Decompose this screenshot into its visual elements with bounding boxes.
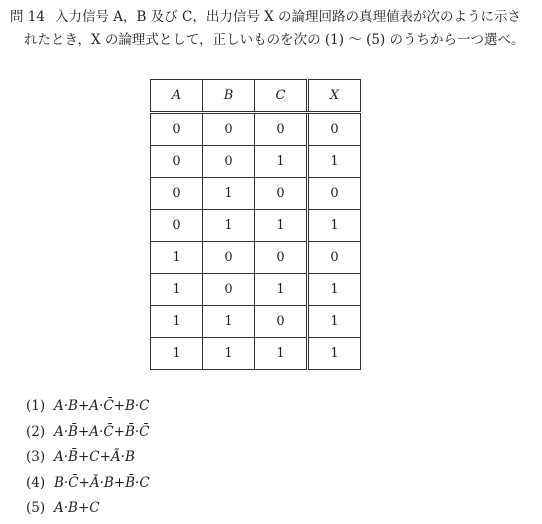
cell-a: 1	[151, 338, 203, 370]
cell-a: 0	[151, 146, 203, 178]
question-line-1	[10, 6, 535, 29]
cell-x: 0	[308, 113, 361, 146]
cell-a: 0	[151, 113, 203, 146]
cell-a: 1	[151, 242, 203, 274]
option-number: (1)	[26, 398, 46, 414]
truth-table	[150, 79, 361, 370]
option-expression: A·B̄+A·C̄+B̄·C̄	[54, 423, 150, 440]
cell-x: 1	[308, 210, 361, 242]
table-row	[151, 338, 361, 370]
table-row	[151, 113, 361, 146]
option-4[interactable]	[26, 471, 150, 497]
option-expression: A·B̄+C+Ā·B	[54, 449, 135, 465]
cell-c: 0	[255, 113, 308, 146]
header-b: B	[203, 80, 255, 113]
cell-c: 1	[255, 146, 308, 178]
cell-a: 1	[151, 306, 203, 338]
question-text	[10, 6, 535, 52]
header-a: A	[151, 80, 203, 113]
cell-c: 1	[255, 274, 308, 306]
cell-c: 1	[255, 338, 308, 370]
cell-b: 0	[203, 146, 255, 178]
cell-a: 1	[151, 274, 203, 306]
option-expression: B·C̄+Ā·B+B̄·C	[54, 474, 150, 491]
cell-b: 1	[203, 338, 255, 370]
cell-b: 0	[203, 274, 255, 306]
table-row	[151, 146, 361, 178]
cell-b: 1	[203, 178, 255, 210]
question-number: 問 14	[10, 9, 45, 25]
option-number: (4)	[26, 474, 46, 491]
cell-x: 0	[308, 242, 361, 274]
answer-options	[26, 394, 150, 522]
option-1[interactable]	[26, 394, 150, 420]
cell-x: 1	[308, 146, 361, 178]
header-x: X	[308, 80, 361, 113]
cell-b: 0	[203, 113, 255, 146]
question-line-2: れたとき，X の論理式として，正しいものを次の (1) ～ (5) のうちから一つ選べ。	[24, 32, 525, 48]
cell-c: 0	[255, 242, 308, 274]
cell-x: 0	[308, 178, 361, 210]
cell-b: 1	[203, 306, 255, 338]
table-row	[151, 178, 361, 210]
table-row	[151, 306, 361, 338]
cell-a: 0	[151, 178, 203, 210]
cell-b: 1	[203, 210, 255, 242]
table-row	[151, 274, 361, 306]
option-number: (5)	[26, 500, 46, 516]
option-expression: A·B+A·C̄+B·C	[54, 398, 150, 414]
cell-x: 1	[308, 274, 361, 306]
option-number: (3)	[26, 449, 46, 465]
cell-c: 0	[255, 306, 308, 338]
question-line-1-text: 入力信号 A，B 及び C，出力信号 X の論理回路の真理値表が次のように示さ	[54, 9, 522, 25]
option-5[interactable]	[26, 496, 150, 522]
table-row	[151, 242, 361, 274]
option-expression: A·B+C	[54, 500, 100, 516]
header-c: C	[255, 80, 308, 113]
cell-x: 1	[308, 306, 361, 338]
cell-x: 1	[308, 338, 361, 370]
cell-a: 0	[151, 210, 203, 242]
cell-c: 1	[255, 210, 308, 242]
option-number: (2)	[26, 423, 46, 440]
cell-b: 0	[203, 242, 255, 274]
option-2[interactable]	[26, 420, 150, 446]
table-row	[151, 210, 361, 242]
truth-table-header-row	[151, 80, 361, 113]
option-3[interactable]	[26, 445, 150, 471]
cell-c: 0	[255, 178, 308, 210]
